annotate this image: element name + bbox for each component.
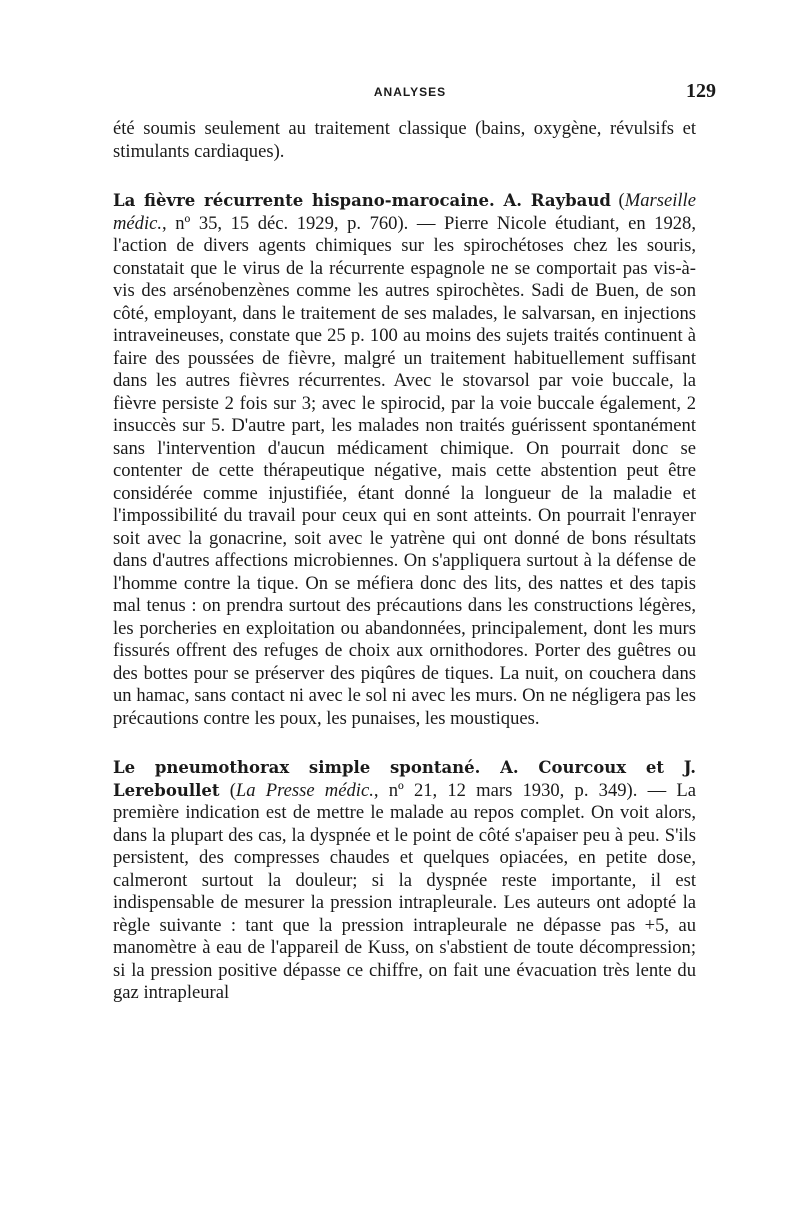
source-open: ( xyxy=(618,190,625,211)
source-open: ( xyxy=(229,779,236,801)
article-courcoux xyxy=(113,757,696,1005)
article-title: Le pneumothorax simple spontané. A. Courcoux et J. Lereboullet xyxy=(113,758,696,800)
source-details: , nº 21, 12 mars 1930, p. 349). xyxy=(373,779,638,801)
article-body: — La première indication est de mettre le malade au repos complet. On voit alors, dans la plupart des cas, la dyspnée et le point de côté s'apaiser peu à peu. S'ils persistent, des compresses chaudes et quelques opiacées, en petite dose, calmeront surtout la douleur; si la dyspnée reste importante, il est indispensable de mesurer la pression intrapleurale. Les auteurs ont adopté la règle suivante : tant que la pression intrapleurale ne dépasse pas +5, au manomètre à eau de l'appareil de Kuss, on s'abstient de toute décompression; si la pression positive dépasse ce chiffre, on fait une évacuation très lente du gaz intrapleural xyxy=(113,779,696,1003)
body-text xyxy=(113,118,696,1005)
article-title: La fièvre récurrente hispano-marocaine. A. Raybaud xyxy=(113,191,611,210)
source-details: , nº 35, 15 déc. 1929, p. 760). xyxy=(162,212,409,234)
running-head xyxy=(110,80,716,104)
journal-name: Marseille médic. xyxy=(113,190,696,234)
journal-name: La Presse médic. xyxy=(235,779,374,801)
running-head-title: ANALYSES xyxy=(373,85,447,99)
article-raybaud xyxy=(113,190,696,730)
continuation-paragraph: été soumis seulement au traitement classique (bains, oxygène, révulsifs et stimulants cardiaques). xyxy=(113,118,696,162)
page-number: 129 xyxy=(686,80,716,102)
article-body: — Pierre Nicole étudiant, en 1928, l'action de divers agents chimiques sur les spirochétoses chez les souris, constatait que le virus de la récurrente espagnole ne se comportait pas vis-à-vis des arsénobenzènes comme les autres spirochètes. Sadi de Buen, de son côté, employant, dans le traitement de ses malades, le salvarsan, en injections intraveineuses, constate que 25 p. 100 au moins des sujets traités continuent à faire des poussées de fièvre, malgré un traitement habituellement suffisant dans les autres fièvres récurrentes. Avec le stovarsol par voie buccale, la fièvre persiste 2 fois sur 3; avec le spirocid, par la voie buccale également, 2 insuccès sur 5. D'autre part, les malades non traités guérissent spontanément sans l'intervention d'aucun médicament chimique. On pourrait donc se contenter de cette thérapeutique négative, mais cette abstention peut être considérée comme injustifiée, étant donné la longueur de la maladie et l'impossibilité du travail pour ceux qui en sont atteints. On pourrait l'enrayer soit avec la gonacrine, soit avec le yatrène qui ont donné de bons résultats dans d'autres affections microbiennes. On s'appliquera surtout à la défense de l'homme contre la tique. On se méfiera donc des lits, des nattes et des tapis mal tenus : on prendra surtout des précautions dans les constructions légères, les porcheries en exploitation ou abandonnées, principalement, dont les murs fissurés offrent des refuges de choix aux ornithodores. Porter des guêtres ou des bottes pour se préserver des piqûres de tiques. La nuit, on couchera dans un hamac, sans contact ni avec le sol ni avec les murs. On ne négligera pas les précautions contre les poux, les punaises, les moustiques. xyxy=(113,212,696,729)
article-source xyxy=(230,780,638,801)
